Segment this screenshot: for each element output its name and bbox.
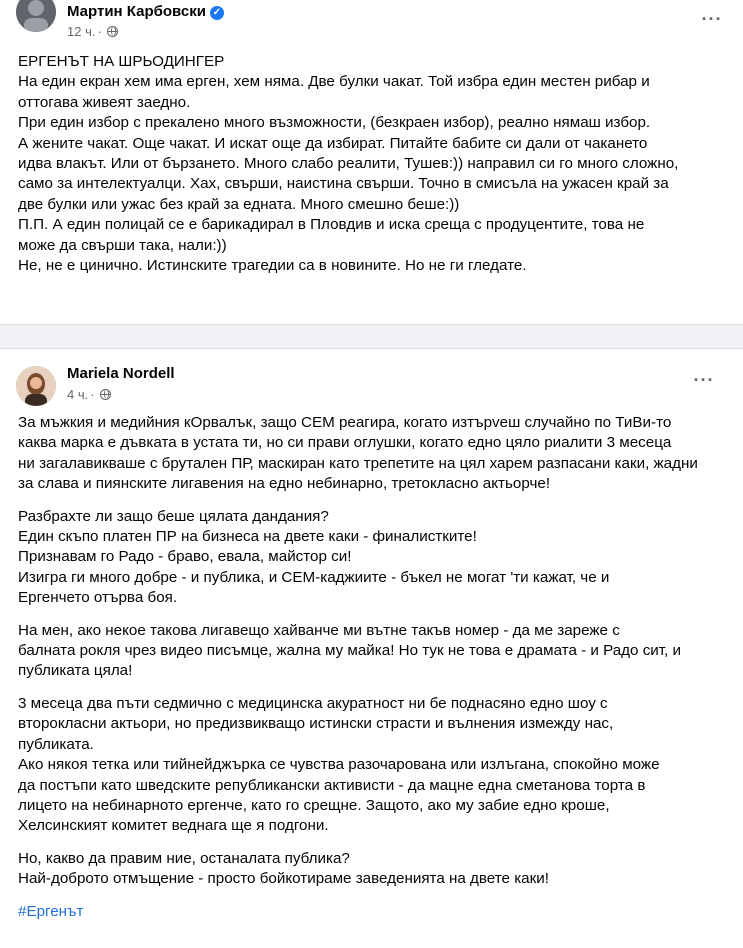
post-text-line: Ергенчето отърва боя. [18,589,178,607]
post-text-line: балната рокля чрез видео писъмце, жална му майка! Но тук не това е драмата - и Радо сит, и [18,642,681,660]
post-text-line: На мен, ако некое такова лигавещо хайванче ми вътне такъв номер - да ме зареже с [18,621,620,639]
paragraph-gap [18,682,728,694]
globe-icon [100,389,111,400]
author-name[interactable]: Mariela Nordell [67,365,175,382]
more-options-icon[interactable]: ··· [701,9,723,29]
post-text-line: А жените чакат. Още чакат. И искат още да избират. Питайте бабите си дали от чакането [18,134,648,152]
author-avatar[interactable] [16,366,56,406]
post-text-line: ни загалавикваше с брутален ПР, маскиран като трепетите на цял харем разпасани каки, жадни [18,454,698,472]
post-text-line: 3 месеца два пъти седмично с медицинска акуратност ни бе поднасяно едно шоу с [18,694,608,712]
post-timestamp[interactable]: 4 ч. · [67,387,111,402]
post-text-line: На един екран хем има ерген, хем няма. Две булки чакат. Той избра един местен рибар и [18,73,650,91]
post-text-line: Изигра ги много добре - и публика, и СЕМ-каджиите - бъкел не могат 'ти кажат, че и [18,568,610,586]
post-text-line: само за интелектуалци. Хах, свърши, наистина свърши. Точно в смисъла на ужасен край за [18,175,669,193]
paragraph-gap [18,890,728,902]
paragraph-gap [18,837,728,849]
post-text-line: Но, какво да правим ние, останалата публика? [18,849,350,867]
author-avatar[interactable] [16,0,56,32]
post-text-line: публиката. [18,735,94,753]
post-text-line: каква марка е дъвката в устата ти, но си прави оглушки, когато едно цяло риалити 3 месеца [18,434,672,452]
post-text-line: П.П. А един полицай се е барикадирал в Пловдив и иска среща с продуцентите, това не [18,216,645,234]
paragraph-gap [18,609,728,621]
post-text-line: При един избор с прекалено много възможности, (безкраен избор), реално нямаш избор. [18,114,651,132]
paragraph-gap [18,495,728,507]
post-text-line: идва влакът. Или от бързането. Много слабо реалити, Тушев:)) направил си го много сложно, [18,155,679,173]
post-text [18,52,728,276]
post-text-line: лицето на небинарното ергенче, като го срещне. Защото, ако му забие едно кроше, [18,796,610,814]
post-text-line: ЕРГЕНЪТ НА ШРЬОДИНГЕР [18,53,225,70]
post-text-line: за слава и пиянските лигавения на едно небинарно, третокласно актьорче! [18,475,551,493]
author-name[interactable]: Мартин Карбовски ✓ [67,3,224,20]
post-text-line: публиката цяла! [18,662,133,680]
post-text-line: Най-доброто отмъщение - просто бойкотираме заведенията на двете каки! [18,870,549,888]
hashtag-link[interactable]: #Ергенът [18,902,84,920]
post-text-line: За мъжкия и медийния кОрвалък, защо СЕМ реагира, когато изтърveш случайно по ТиВи-то [18,414,672,431]
post-text-line: второкласни актьори, но предизвикващо истински страсти и вълнения измежду нас, [18,715,614,733]
post-text-line: да постъпи като шведските републикански активисти - да мацне една сметанова торта в [18,776,646,794]
post-text-line: може да свърши така, нали:)) [18,236,227,254]
post-text-line: Един скъпо платен ПР на бизнеса на двете каки - финалистките! [18,528,477,546]
post-text-line: Разбрахте ли защо беше цялата дандания? [18,507,329,525]
post-card-2 [0,348,743,948]
post-text-line: Ако някоя тетка или тийнейджърка се чувства разочарована или излъгана, спокойно може [18,756,660,774]
post-text-line: Не, не е цинично. Истинските трагедии са в новините. Но не ги гледате. [18,257,527,275]
verified-icon: ✓ [210,6,224,20]
post-text-line: две булки или ужас без край за едната. Много смешно беше:)) [18,195,460,213]
globe-icon [107,26,118,37]
post-text [18,413,728,922]
post-card-1 [0,0,743,325]
post-timestamp[interactable]: 12 ч. · [67,24,118,39]
post-text-line: оттогава живеят заедно. [18,93,191,111]
post-text-line: Хелсинският комитет веднага ще я подгони. [18,817,329,835]
post-text-line: Признавам го Радо - браво, евала, майстор си! [18,548,352,566]
more-options-icon[interactable]: ··· [693,370,715,390]
